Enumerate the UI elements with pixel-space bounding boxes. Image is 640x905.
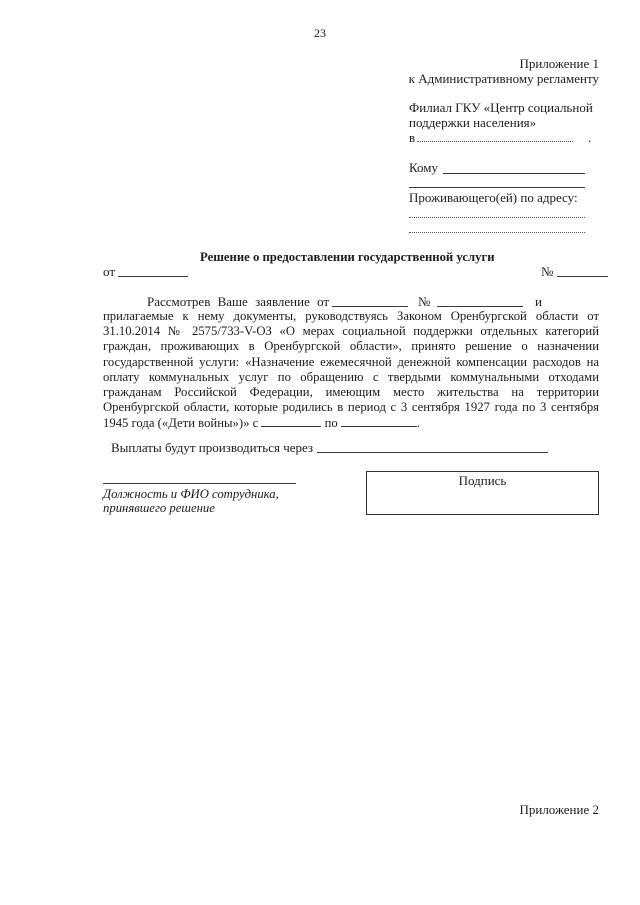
decision-number-field[interactable] xyxy=(557,276,608,277)
official-caption: Должность и ФИО сотрудника, принявшего решение xyxy=(103,487,279,515)
branch-location-field[interactable] xyxy=(417,141,573,142)
appendix-subtitle: к Административному регламенту xyxy=(408,71,599,86)
official-signature-line[interactable] xyxy=(103,483,296,484)
next-appendix-title: Приложение 2 xyxy=(519,802,599,817)
payments-field[interactable] xyxy=(317,452,548,453)
decision-date-field[interactable] xyxy=(118,276,188,277)
period-start-field[interactable] xyxy=(261,415,321,427)
period-end-dot: . xyxy=(416,416,421,431)
signature-box-label: Подпись xyxy=(458,473,507,488)
signature-box[interactable] xyxy=(366,471,599,515)
org-line-2: поддержки населения» xyxy=(409,115,537,130)
period-to-label: по xyxy=(324,416,338,431)
appendix-title: Приложение 1 xyxy=(519,56,599,71)
residing-label: Проживающего(ей) по адресу: xyxy=(409,190,578,205)
branch-in-suffix: . xyxy=(588,130,592,145)
payments-label: Выплаты будут производиться через xyxy=(111,440,314,455)
application-number-field[interactable] xyxy=(437,306,523,307)
period-end-field[interactable] xyxy=(341,415,417,427)
recipient-field-line-2[interactable] xyxy=(409,187,585,188)
decision-body-main: прилагаемые к нему документы, руководствуясь Законом Оренбургской области от 31.10.2014 № 2575/733-V-ОЗ «О мерах социальной поддержки отдельных категорий граждан, проживающих в Оренбургской области», принято решение о назначении государственной услуги: «Назначение ежемесячной денежной компенсации расходов на оплату коммунальных услуг по обращению с твердыми коммунальными отходами гражданам Российской Федерации, имеющим место жительства на территории Оренбургской области, которые родились в период с 3 сентября 1927 года по 3 сентября 1945 года («Дети войны»)» с xyxy=(103,309,599,431)
page-number: 23 xyxy=(314,26,326,40)
decision-date-label: от xyxy=(103,264,116,279)
decision-number-label: № xyxy=(541,264,554,279)
decision-title: Решение о предоставлении государственной услуги xyxy=(200,250,495,264)
recipient-label: Кому xyxy=(409,160,439,175)
org-line-1: Филиал ГКУ «Центр социальной xyxy=(409,100,593,115)
application-number-label: № xyxy=(418,294,431,309)
address-field-line-2[interactable] xyxy=(409,232,585,233)
decision-body-text xyxy=(103,309,599,432)
branch-in-prefix: в xyxy=(409,130,416,145)
recipient-field[interactable] xyxy=(443,173,585,174)
address-field-line-1[interactable] xyxy=(409,217,585,218)
application-date-field[interactable] xyxy=(332,306,408,307)
application-and: и xyxy=(535,294,542,309)
application-lead: Рассмотрев Ваше заявление от xyxy=(147,294,330,309)
